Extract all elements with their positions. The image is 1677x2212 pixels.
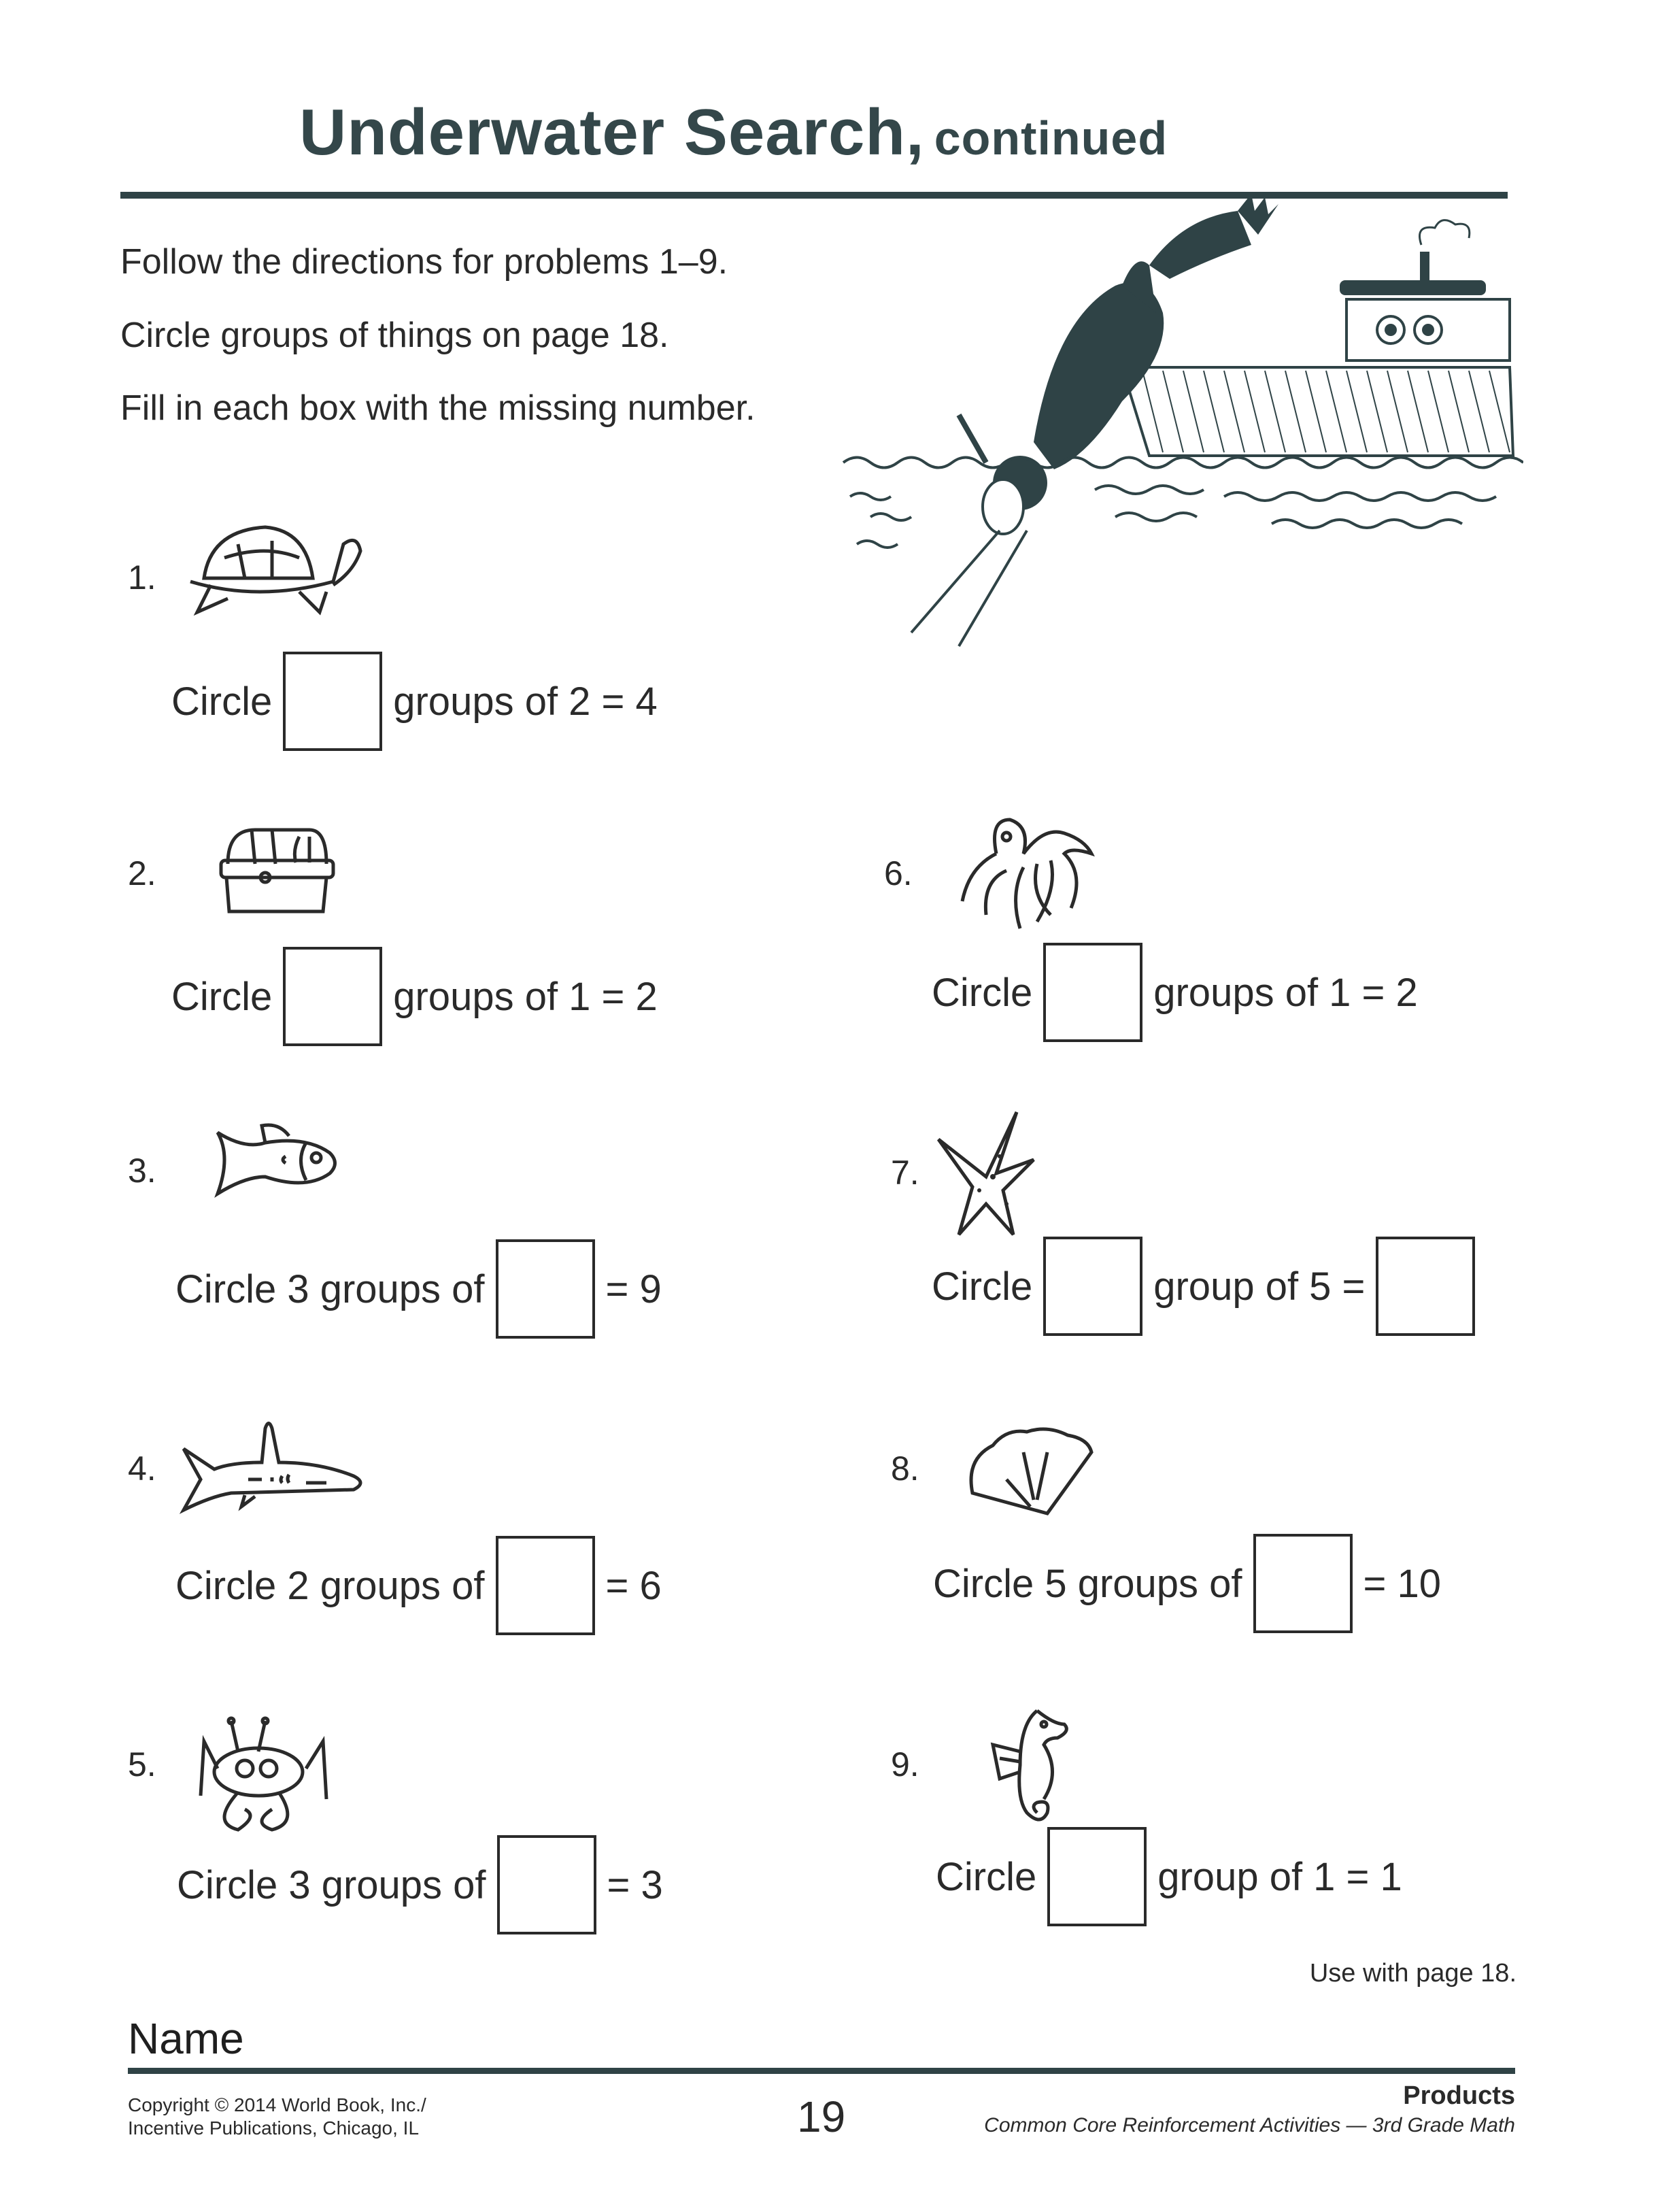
problem-6-number: 6.: [884, 854, 913, 892]
problem-4-answer-box[interactable]: [496, 1536, 595, 1635]
problem-7-answer-box-1[interactable]: [1043, 1237, 1142, 1336]
problem-9-prefix: Circle: [936, 1854, 1037, 1899]
instruction-2: Circle groups of things on page 18.: [120, 316, 669, 355]
seahorse-icon: [979, 1704, 1081, 1833]
problem-5-answer-box[interactable]: [497, 1835, 596, 1934]
copyright-line-1: Copyright © 2014 World Book, Inc./: [128, 2094, 426, 2115]
problem-3-prefix: Circle 3 groups of: [175, 1267, 485, 1311]
problem-9-equation: [936, 1827, 1402, 1926]
problem-9-answer-box[interactable]: [1047, 1827, 1147, 1926]
problem-5-suffix: = 3: [607, 1862, 663, 1907]
problem-8-number: 8.: [891, 1449, 919, 1488]
instruction-1: Follow the directions for problems 1–9.: [120, 242, 728, 282]
problem-7-suffix: group of 5 =: [1153, 1264, 1366, 1309]
page-number: 19: [797, 2092, 846, 2141]
series-title: Common Core Reinforcement Activities — 3rd Grade Math: [984, 2114, 1515, 2136]
section-label: Products: [1403, 2081, 1515, 2110]
diver-icon: [830, 197, 1523, 673]
problem-3-answer-box[interactable]: [496, 1239, 595, 1339]
problem-2-prefix: Circle: [171, 974, 273, 1019]
problem-7-equation: [932, 1237, 1486, 1336]
problem-8-equation: [933, 1534, 1441, 1633]
problem-2-number: 2.: [128, 854, 156, 892]
problem-6-suffix: groups of 1 = 2: [1153, 970, 1418, 1015]
problem-4-suffix: = 6: [605, 1563, 662, 1608]
problem-6-answer-box[interactable]: [1043, 943, 1142, 1042]
problem-9-number: 9.: [891, 1745, 919, 1783]
starfish-icon: [918, 1109, 1054, 1238]
problem-8-suffix: = 10: [1363, 1561, 1442, 1606]
title-text: Underwater Search,: [299, 96, 925, 169]
name-line[interactable]: [128, 2068, 1515, 2074]
problem-5-prefix: Circle 3 groups of: [177, 1862, 486, 1907]
turtle-icon: [163, 517, 367, 619]
problem-1-number: 1.: [128, 558, 156, 597]
problem-3-suffix: = 9: [605, 1267, 662, 1311]
octopus-icon: [955, 813, 1119, 935]
problem-6-equation: [932, 943, 1418, 1042]
copyright-line-2: Incentive Publications, Chicago, IL: [128, 2117, 420, 2139]
title-subtitle: continued: [934, 112, 1168, 165]
problem-8-answer-box[interactable]: [1253, 1534, 1353, 1633]
problem-8-prefix: Circle 5 groups of: [933, 1561, 1242, 1606]
problem-1-suffix: groups of 2 = 4: [393, 679, 658, 724]
problem-1-answer-box[interactable]: [283, 652, 382, 751]
problem-9-suffix: group of 1 = 1: [1157, 1854, 1402, 1899]
problem-2-equation: [171, 947, 658, 1046]
problem-4-number: 4.: [128, 1449, 156, 1488]
problem-3-number: 3.: [128, 1152, 156, 1190]
problem-1-equation: [171, 652, 658, 751]
problem-7-answer-box-2[interactable]: [1376, 1237, 1475, 1336]
copyright: [128, 2094, 426, 2140]
instruction-3: Fill in each box with the missing number.: [120, 388, 756, 428]
diver-boat-illustration: [830, 197, 1523, 673]
fish-icon: [204, 1122, 354, 1204]
problem-4-prefix: Circle 2 groups of: [175, 1563, 485, 1608]
use-with-note: Use with page 18.: [1309, 1959, 1517, 1988]
seashell-icon: [966, 1425, 1102, 1520]
problem-7-number: 7.: [891, 1154, 919, 1192]
treasure-chest-icon: [214, 823, 337, 918]
page-title: [299, 95, 1168, 170]
problem-2-answer-box[interactable]: [283, 947, 382, 1046]
problem-1-prefix: Circle: [171, 679, 273, 724]
crab-icon: [197, 1714, 333, 1837]
problem-2-suffix: groups of 1 = 2: [393, 974, 658, 1019]
problem-6-prefix: Circle: [932, 970, 1033, 1015]
name-label: Name: [128, 2014, 244, 2063]
problem-5-equation: [177, 1835, 663, 1934]
problem-5-number: 5.: [128, 1745, 156, 1783]
problem-7-prefix: Circle: [932, 1264, 1033, 1309]
problem-3-equation: [175, 1239, 662, 1339]
shark-icon: [170, 1415, 374, 1517]
problem-4-equation: [175, 1536, 662, 1635]
